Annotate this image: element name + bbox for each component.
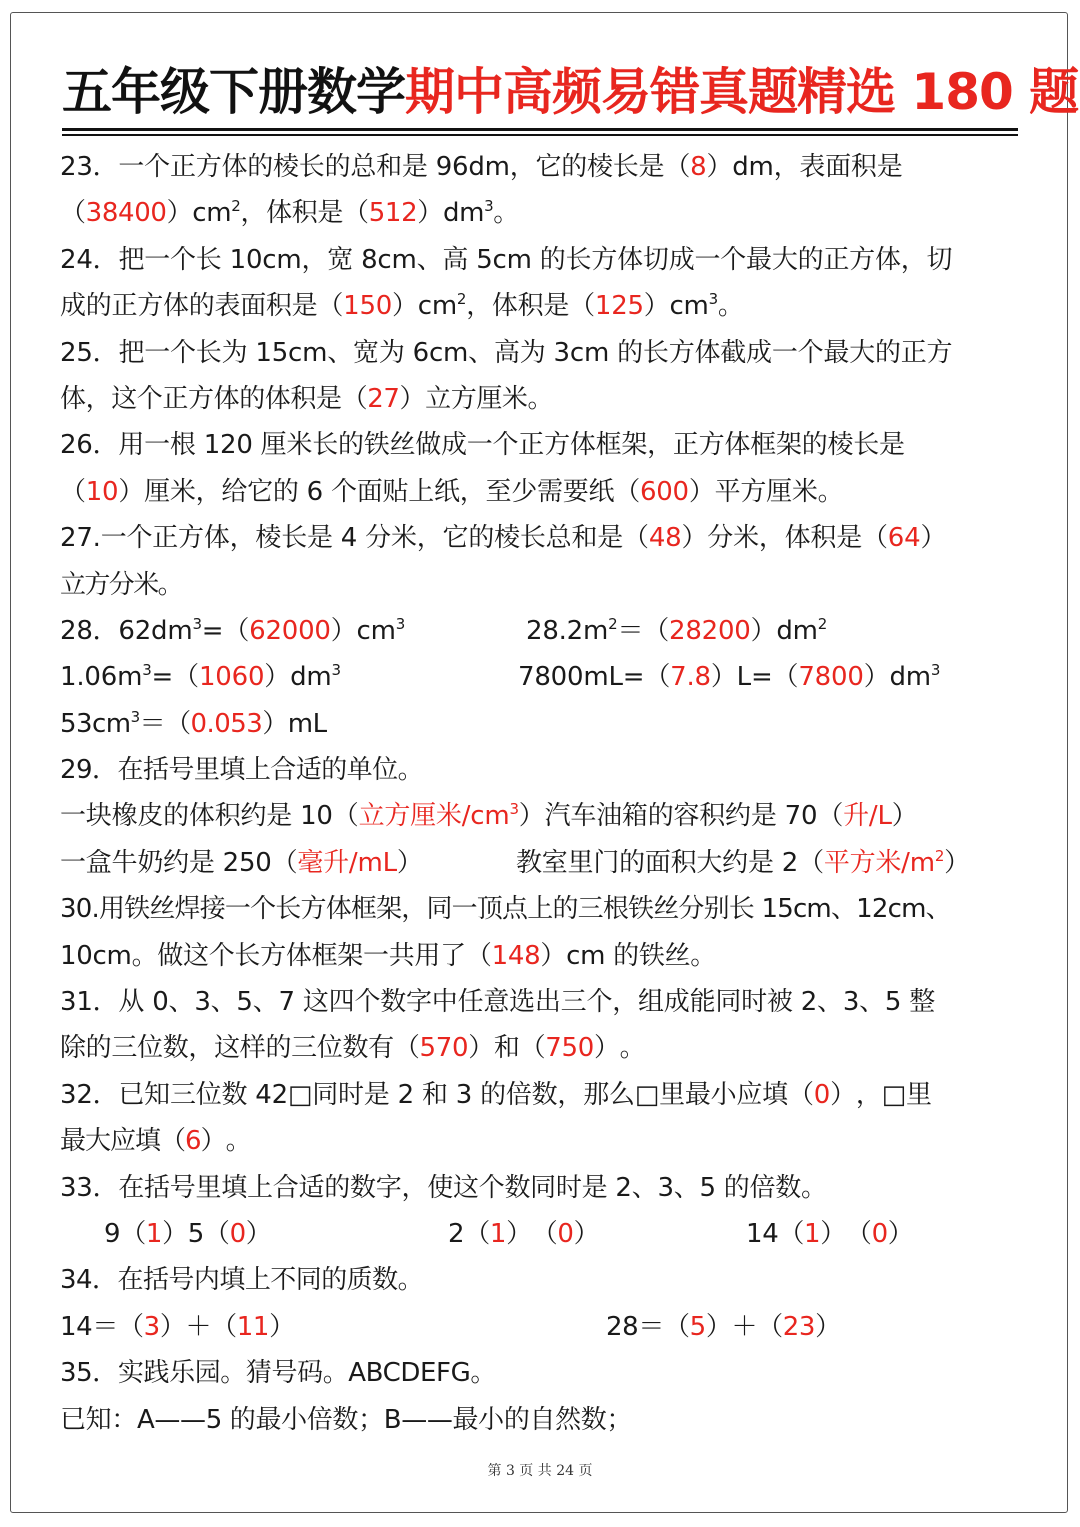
q27-number: 27. (60, 523, 101, 554)
superscript: 3 (130, 707, 140, 726)
paren-close: ） (830, 1079, 856, 1110)
q28-expression: 28.2m (526, 615, 609, 646)
q28-expression: 62dm (118, 615, 193, 646)
equals-sign: = (201, 615, 224, 646)
q25-line-2 (60, 376, 1030, 422)
q23-answer-2: 38400 (85, 198, 167, 229)
superscript: 3 (930, 661, 941, 680)
q32-text: 已知三位数 42□同时是 2 和 3 的倍数，那么□里最小应填 (118, 1079, 788, 1110)
q34-col2 (606, 1304, 841, 1350)
q27-answer-1: 48 (648, 523, 682, 554)
paren-open: （ (165, 708, 191, 739)
paren-close: ） (118, 476, 145, 507)
paren-close: ） (159, 1311, 186, 1342)
paren-close: ） (820, 1218, 846, 1249)
q25-answer-1: 27 (367, 383, 400, 414)
superscript: 2 (934, 846, 945, 865)
q25-line-1 (60, 330, 1030, 376)
q23-unit: dm (442, 198, 485, 229)
q31-text: 和 (493, 1033, 520, 1064)
q33-digit: 9 (104, 1218, 121, 1249)
equals-sign: ＝ (139, 708, 166, 739)
paren-open: （ (271, 847, 298, 878)
q34-text: 在括号内填上不同的质数。 (117, 1265, 424, 1296)
q33-item-3 (746, 1211, 913, 1257)
q29-number: 29． (60, 755, 118, 786)
q32-answer-1: 0 (813, 1079, 831, 1110)
q32-answer-2: 6 (185, 1126, 201, 1157)
q28-expression: 7800mL= (518, 662, 645, 693)
paren-close: ） (863, 662, 890, 693)
paren-open: （ (118, 1311, 144, 1342)
q35-text: 实践乐园。猜号码。ABCDEFG。 (117, 1358, 496, 1389)
paren-close: ） (262, 708, 288, 739)
paren-close: ） (506, 1218, 532, 1249)
equals-sign: ＝ (617, 615, 644, 646)
q28-answer-6: 0.053 (190, 708, 263, 739)
q23-text: ，体积是 (240, 198, 344, 229)
q32-text: 最大应填 (60, 1126, 161, 1157)
q31-answer-2: 750 (545, 1033, 594, 1064)
superscript: 3 (331, 661, 341, 680)
paren-open: （ (343, 198, 369, 229)
q31-text: 从 0、3、5、7 这四个数字中任意选出三个，组成能同时被 2、3、5 整 (118, 987, 936, 1018)
paren-close: ） (944, 847, 970, 878)
superscript: 3 (509, 800, 519, 819)
q31-line-2 (60, 1025, 1030, 1071)
paren-close: ） (330, 615, 357, 646)
paren-open: （ (60, 198, 86, 229)
paren-open: （ (861, 523, 888, 554)
paren-close: ） (706, 152, 733, 182)
paren-open: （ (817, 801, 844, 832)
q23-text: dm，表面积是 (732, 152, 903, 182)
superscript: 2 (608, 614, 618, 633)
q24-unit: cm (417, 291, 457, 322)
paren-close: ） (710, 662, 737, 693)
q28-answer-3: 1060 (198, 662, 265, 693)
q23-number: 23． (60, 152, 119, 182)
q30-text: 用铁丝焊接一个长方体框架，同一顶点上的三根铁丝分别长 15cm、12cm、 (98, 894, 951, 925)
q33-digit: 2 (448, 1218, 465, 1249)
q28-unit: dm (776, 615, 818, 646)
superscript: 3 (708, 290, 718, 309)
q29-text: 汽车油箱的容积约是 70 (544, 801, 818, 832)
q28-answer-2: 28200 (669, 615, 751, 646)
paren-open: （ (569, 291, 595, 322)
q35-text: 已知：A——5 的最小倍数；B——最小的自然数； (60, 1404, 633, 1435)
page-title (62, 62, 1079, 122)
paren-close: ） (643, 291, 670, 322)
paren-open: （ (341, 383, 368, 414)
q34-answer-4: 23 (782, 1311, 816, 1342)
q24-answer-2: 125 (594, 291, 644, 322)
paren-close: ） (162, 1218, 188, 1249)
q32-line-1 (60, 1072, 1030, 1118)
q32-line-2 (60, 1118, 1030, 1164)
q26-text: 用一根 120 厘米长的铁丝做成一个正方体框架，正方体框架的棱长是 (118, 430, 905, 461)
q29-line-2 (60, 793, 1030, 839)
equals-sign: = (151, 662, 174, 693)
q33-line-1 (60, 1165, 1030, 1211)
title-red-part: 期中高频易错真题精选 180 题 (405, 63, 1079, 121)
q23-text: 。 (493, 198, 519, 229)
paren-close: ） (518, 801, 545, 832)
q28-unit: dm (889, 662, 931, 693)
q25-text: 体，这个正方体的体积是 (60, 383, 342, 414)
q27-text: 分米，体积是 (707, 523, 862, 554)
q33-digit: 5 (187, 1218, 204, 1249)
q23-line-2 (60, 190, 1030, 236)
q23-answer-1: 8 (690, 152, 707, 182)
q28-expression: 1.06m (60, 662, 143, 693)
q34-line-1 (60, 1257, 1030, 1303)
q31-text: 。 (619, 1033, 646, 1064)
paren-open: （ (772, 662, 799, 693)
q29-text: 一块橡皮的体积约是 10 (60, 801, 333, 832)
paren-open: （ (211, 1311, 237, 1342)
q26-text: 厘米，给它的 6 个面贴上纸，至少需要纸 (144, 476, 615, 507)
q30-line-1 (60, 886, 1030, 932)
q35-line-2 (60, 1397, 1030, 1443)
q26-answer-1: 10 (85, 476, 119, 507)
paren-open: （ (223, 615, 250, 646)
q26-line-1 (60, 422, 1030, 468)
paren-close: ） (399, 383, 426, 414)
q33-answer-5: 1 (804, 1218, 821, 1249)
paren-close: ） (750, 615, 777, 646)
paren-open: （ (173, 662, 199, 693)
paren-close: ） (468, 1033, 494, 1064)
q29-answer-4: 平方米/m (823, 847, 935, 878)
q26-answer-2: 600 (639, 476, 689, 507)
q29-line-3 (60, 840, 1030, 886)
paren-close: ） (245, 1218, 272, 1249)
paren-close: ） (269, 1311, 295, 1342)
paren-open: （ (644, 662, 671, 693)
q32-number: 32． (60, 1079, 119, 1110)
q30-answer-1: 148 (491, 940, 541, 971)
q26-text: 平方厘米。 (714, 476, 844, 507)
paren-close: ） (264, 662, 291, 693)
paren-close: ） (417, 198, 443, 229)
paren-open: （ (778, 1218, 805, 1249)
paren-open: （ (798, 847, 824, 878)
q24-text: 成的正方体的表面积是 (60, 291, 318, 322)
q28-unit: mL (287, 708, 327, 739)
superscript: 3 (142, 661, 152, 680)
paren-close: ） (540, 940, 567, 971)
q27-line-2 (60, 562, 1030, 608)
paren-open: （ (519, 1033, 546, 1064)
paren-open: （ (120, 1218, 146, 1249)
q33-text: 在括号里填上合适的数字，使这个数同时是 2、3、5 的倍数。 (118, 1172, 827, 1203)
q25-number: 25． (60, 337, 119, 368)
paren-open: （ (317, 291, 344, 322)
q28-col2 (518, 654, 940, 700)
plus-sign: ＋ (185, 1311, 212, 1342)
q24-line-1 (60, 237, 1030, 283)
q29-col2 (516, 840, 970, 886)
paren-close: ） (166, 198, 193, 229)
paren-open: （ (614, 476, 640, 507)
q28-number: 28． (60, 615, 119, 646)
paren-close: ） (688, 476, 715, 507)
q34-line-2 (60, 1304, 1030, 1350)
q31-answer-1: 570 (419, 1033, 469, 1064)
paren-close: ） (200, 1126, 226, 1157)
paren-open: （ (465, 940, 492, 971)
q26-line-2 (60, 469, 1030, 515)
q33-item-2 (448, 1211, 599, 1257)
paren-close: ） (573, 1218, 600, 1249)
q30-text: 10cm。做这个长方体框架一共用了 (60, 940, 466, 971)
q33-digit: 14 (746, 1218, 779, 1249)
q34-number: 34． (60, 1265, 118, 1296)
q28-expression: 53cm (60, 708, 131, 739)
question-list (60, 144, 1030, 1443)
q28-unit: dm (290, 662, 332, 693)
q24-answer-1: 150 (343, 291, 393, 322)
q29-answer-1: 立方厘米/cm (358, 801, 510, 832)
q31-number: 31． (60, 987, 119, 1018)
q35-number: 35． (60, 1358, 118, 1389)
q24-unit: cm (669, 291, 709, 322)
q34-answer-3: 5 (689, 1311, 706, 1342)
q29-text: 在括号里填上合适的单位。 (117, 755, 424, 786)
paren-open: （ (332, 801, 359, 832)
plus-sign: ＋ (731, 1311, 758, 1342)
q32-text: 。 (225, 1126, 251, 1157)
q34-answer-1: 3 (143, 1311, 160, 1342)
q24-text: 。 (717, 291, 744, 322)
paren-open: （ (623, 523, 649, 554)
superscript: 3 (192, 614, 202, 633)
page-footer: 第 3 页 共 24 页 (487, 1463, 593, 1479)
paren-open: （ (757, 1311, 783, 1342)
superscript: 3 (395, 614, 406, 633)
q28-answer-1: 62000 (249, 615, 331, 646)
q28-unit: cm (356, 615, 396, 646)
q25-text: 把一个长为 15cm、宽为 6cm、高为 3cm 的长方体截成一个最大的正方 (118, 337, 953, 368)
superscript: 3 (484, 197, 494, 216)
q28-col2 (526, 608, 827, 654)
q33-answer-4: 0 (557, 1218, 574, 1249)
title-rule-thin (62, 134, 1018, 136)
paren-open: （ (531, 1218, 558, 1249)
paren-close: ） (681, 523, 708, 554)
paren-open: （ (203, 1218, 230, 1249)
q35-line-1 (60, 1350, 1030, 1396)
title-black-part: 五年级下册数学 (62, 63, 405, 121)
q30-text: cm 的铁丝。 (566, 940, 716, 971)
q31-line-1 (60, 979, 1030, 1025)
paren-close: ） (891, 801, 918, 832)
paren-close: ） (815, 1311, 841, 1342)
q25-text: 立方厘米。 (425, 383, 554, 414)
q33-answer-3: 1 (489, 1218, 507, 1249)
q29-line-1 (60, 747, 1030, 793)
q24-text: 把一个长 10cm，宽 8cm、高 5cm 的长方体切成一个最大的正方体，切 (118, 244, 953, 275)
q23-unit: cm (192, 198, 232, 229)
q29-text: 教室里门的面积大约是 2 (516, 847, 799, 878)
q28-line-2 (60, 654, 1030, 700)
paren-close: ） (920, 523, 947, 554)
paren-close: ） (705, 1311, 732, 1342)
q33-answer-6: 0 (871, 1218, 888, 1249)
q34-answer-2: 11 (236, 1311, 270, 1342)
paren-open: （ (787, 1079, 814, 1110)
paren-open: （ (464, 1218, 490, 1249)
paren-close: ） (392, 291, 418, 322)
q24-text: ，体积是 (466, 291, 570, 322)
q23-text: 一个正方体的棱长的总和是 96dm，它的棱长是 (118, 152, 665, 182)
paren-open: （ (845, 1218, 872, 1249)
q27-line-1 (60, 515, 1030, 561)
q24-line-2 (60, 283, 1030, 329)
q30-number: 30. (60, 894, 99, 925)
q27-text: 立方分米。 (60, 569, 183, 600)
q29-text: 一盒牛奶约是 250 (60, 847, 272, 878)
q33-number: 33． (60, 1172, 119, 1203)
q23-line-1 (60, 144, 1030, 190)
q28-line-1 (60, 608, 1030, 654)
paren-close: ） (593, 1033, 620, 1064)
q23-answer-3: 512 (368, 198, 418, 229)
paren-open: （ (664, 152, 691, 182)
q26-number: 26． (60, 430, 119, 461)
q27-text: 一个正方体，棱长是 4 分米，它的棱长总和是 (100, 523, 624, 554)
q30-line-2 (60, 933, 1030, 979)
q31-text: 除的三位数，这样的三位数有 (60, 1033, 394, 1064)
paren-open: （ (160, 1126, 186, 1157)
q28-expression: L= (736, 662, 773, 693)
q27-answer-2: 64 (887, 523, 921, 554)
q28-answer-4: 7.8 (670, 662, 711, 693)
q33-item-1 (104, 1211, 271, 1257)
q34-expression: 14＝ (60, 1311, 118, 1342)
paren-open: （ (393, 1033, 420, 1064)
q34-expression: 28＝ (606, 1311, 664, 1342)
superscript: 2 (456, 290, 467, 309)
paren-close: ） (887, 1218, 914, 1249)
q28-answer-5: 7800 (798, 662, 864, 693)
superscript: 2 (231, 197, 241, 216)
title-rule-thick (62, 128, 1018, 131)
superscript: 2 (817, 614, 828, 633)
q29-answer-2: 升/L (843, 801, 892, 832)
paren-open: （ (60, 476, 86, 507)
q33-answer-2: 0 (229, 1218, 246, 1249)
q33-answer-1: 1 (145, 1218, 163, 1249)
paren-open: （ (664, 1311, 690, 1342)
q33-line-2 (60, 1211, 1030, 1257)
q24-number: 24． (60, 244, 119, 275)
q28-line-3 (60, 701, 1030, 747)
paren-close: ） (396, 847, 423, 878)
paren-open: （ (643, 615, 669, 646)
q32-text: ，□里 (855, 1079, 932, 1110)
q29-answer-3: 毫升/mL (297, 847, 397, 878)
